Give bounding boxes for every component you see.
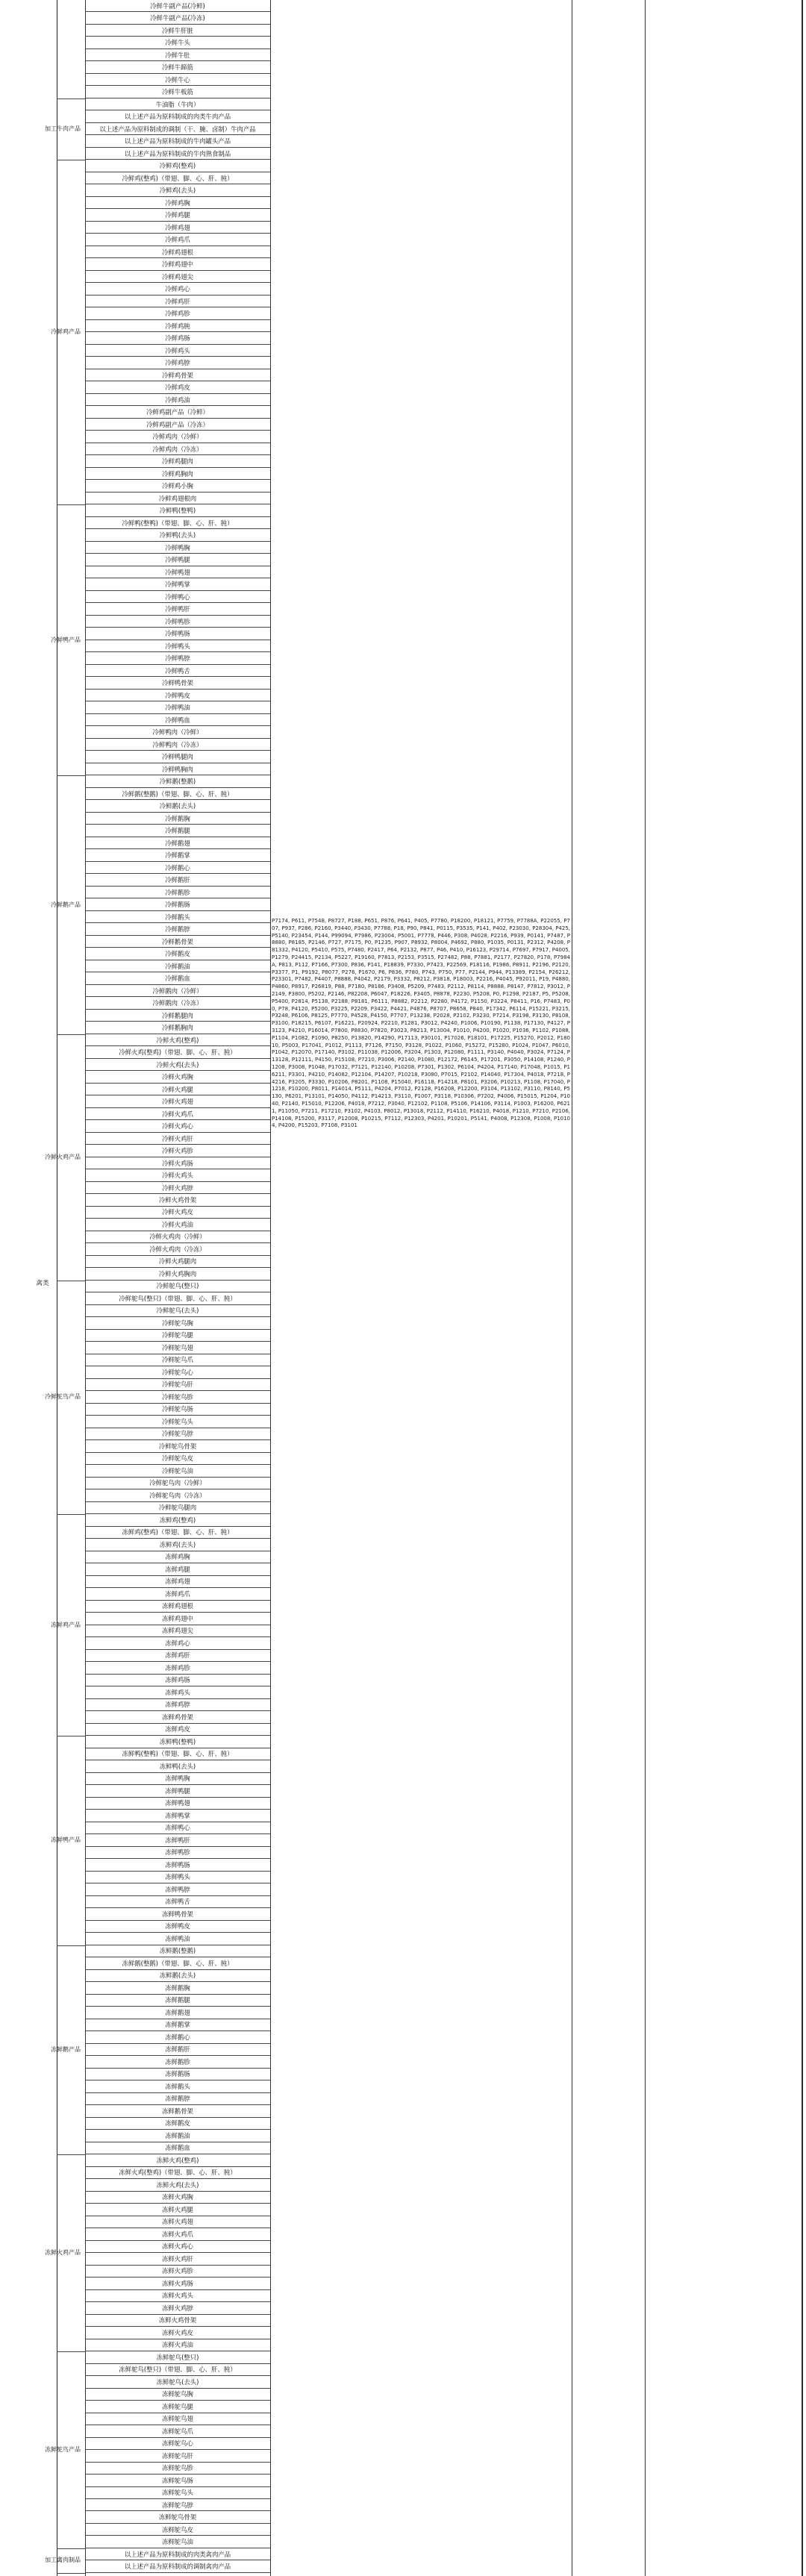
table-row: 冻鲜鸵鸟胸 [85,2389,270,2401]
table-row: 冻鲜鸭骨架 [85,1908,270,1920]
group-label: 冻鲜鹅产品 [51,2045,81,2053]
table-row: 冷鲜鸭脖 [85,652,270,664]
table-row: 冷鲜火鸡肉（冷鲜） [85,1231,270,1243]
table-row: 冷鲜鹅肉（冷冻） [85,997,270,1009]
table-row: 冻鲜鸭头 [85,1872,270,1883]
table-row: 冷鲜火鸡胸肉 [85,1268,270,1280]
table-row: 冷鲜鸵鸟爪 [85,1354,270,1366]
table-row: 冷鲜鸵鸟腿 [85,1330,270,1342]
table-row: 冷鲜鸡腿 [85,209,270,221]
table-row: 冷鲜鸭掌 [85,578,270,590]
table-row: 冷鲜鸡肉（冷鲜） [85,431,270,443]
table-row: 冷鲜鸡翅根肉 [85,493,270,504]
table-row: 冻鲜鸡(去头) [85,1539,270,1551]
table-row: 冷鲜牛头 [85,37,270,49]
table-row: 冻鲜鸡心 [85,1637,270,1649]
group-label: 冻鲜鸡产品 [51,1621,81,1628]
table-row: 冻鲜鸵鸟腿 [85,2401,270,2413]
group-label: 加工牛肉产品 [45,125,81,133]
table-row: 冻鲜鸭油 [85,1933,270,1945]
table-row: 冷鲜鹅(整鹅)（带翅、脚、心、肝、肫） [85,788,270,800]
table-row: 冷鲜鸡翅根 [85,246,270,258]
table-row: 冻鲜火鸡(整鸡) [85,2154,270,2166]
table-row: 冷鲜火鸡肉（冷冻） [85,1243,270,1255]
table-row: 冷鲜鸡胸肉 [85,468,270,480]
table-row: 冻鲜鸭脖 [85,1883,270,1895]
table-row: 冻鲜鹅骨架 [85,2105,270,2117]
table-row: 冷鲜火鸡骨架 [85,1194,270,1206]
table-row: 冷鲜鹅腿 [85,825,270,837]
table-row: 冷鲜鹅油 [85,960,270,972]
table-row: 冷鲜鸭舌 [85,665,270,677]
table-row: 冻鲜鸭心 [85,1822,270,1834]
table-row: 冷鲜火鸡翅 [85,1095,270,1107]
table-row: 冻鲜鸡(整鸡)（带翅、脚、心、肝、肫） [85,1527,270,1539]
table-row: 冻鲜鸡骨架 [85,1711,270,1723]
table-row: 冷鲜鹅心 [85,862,270,874]
table-row: 冷鲜鸡(整鸡) [85,160,270,172]
table-row: 冷鲜鸡头 [85,345,270,357]
table-row: 冷鲜火鸡(整鸡) [85,1034,270,1046]
table-row: 冻鲜鹅肝 [85,2044,270,2056]
table-row: 冷鲜鸭肉（冷鲜） [85,726,270,738]
table-row: 冻鲜鸵鸟心 [85,2438,270,2450]
table-row: 冻鲜火鸡头 [85,2290,270,2302]
table-row: 冻鲜鸵鸟皮 [85,2524,270,2536]
table-row: 冻鲜鸡翅 [85,1576,270,1588]
table-row: 冻鲜鸡胸 [85,1551,270,1563]
table-row: 冻鲜鸭腿 [85,1785,270,1797]
group-label: 冻鲜鸭产品 [51,1836,81,1844]
table-row: 冷鲜鸭(整鸭) [85,504,270,516]
table-row: 冷鲜鸭皮 [85,690,270,701]
table-row: 冻鲜鹅胗 [85,2056,270,2068]
group-label: 冻鲜鸵鸟产品 [45,2446,81,2453]
table-row: 冷鲜鸭头 [85,640,270,652]
group-separator [57,2573,85,2574]
table-row: 冻鲜火鸡肠 [85,2278,270,2289]
table-row: 冷鲜鸡(去头) [85,184,270,196]
table-row: 冻鲜鸵鸟胗 [85,2463,270,2475]
table-row: 冻鲜鹅头 [85,2081,270,2092]
table-row: 冷鲜鸵鸟脖 [85,1428,270,1440]
table-row: 冻鲜火鸡油 [85,2339,270,2351]
table-row: 冻鲜鸡肠 [85,1675,270,1686]
table-row: 冷鲜鸵鸟(整只)（带翅、脚、心、肝、肫） [85,1292,270,1304]
table-row: 冷鲜鸭肠 [85,628,270,640]
group-label: 冻鲜火鸡产品 [45,2249,81,2257]
table-row: 冻鲜鸭(整鸭)（带翅、脚、心、肝、肫） [85,1748,270,1760]
table-row: 冷鲜鸵鸟(去头) [85,1305,270,1317]
group-label: 冷鲜鸭产品 [51,636,81,643]
table-row: 冷鲜火鸡腿肉 [85,1256,270,1268]
table-row: 冷鲜牛肚 [85,49,270,61]
table-row: 冷鲜鸡胗 [85,307,270,319]
table-row: 以上述产品为原料制成的牛肉罐头产品 [85,135,270,147]
table-row: 冷鲜鸭翅 [85,566,270,578]
table-row: 冷鲜鸵鸟(整只) [85,1281,270,1292]
table-row: 冻鲜鸭胸 [85,1773,270,1785]
table-row: 冷鲜鸡心 [85,283,270,295]
table-row: 冻鲜鸵鸟(整只)（带翅、脚、心、肝、肫） [85,2364,270,2376]
table-row: 冷鲜牛心 [85,74,270,86]
table-row: 冷鲜鸭油 [85,701,270,713]
table-row: 牛油脂（牛肉） [85,99,270,110]
table-row: 冷鲜鹅腿肉 [85,1010,270,1022]
table-row: 冷鲜鸡副产品（冷鲜） [85,406,270,418]
col-divider-4 [645,0,646,2576]
table-row: 冻鲜鸡头 [85,1686,270,1698]
table-row: 冷鲜牛蹄筋 [85,61,270,73]
group-label: 冷鲜鹅产品 [51,901,81,908]
table-row: 以上述产品为原料制成的调制禽肉产品 [85,2561,270,2573]
table-row: 冷鲜鸭(整鸭)（带翅、脚、心、肝、肫） [85,517,270,529]
table-row: 冷鲜鸭肉（冷冻） [85,739,270,751]
table-row: 冻鲜鸵鸟油 [85,2536,270,2548]
table-row: 冷鲜火鸡腿 [85,1084,270,1095]
table-row: 冻鲜鹅(去头) [85,1970,270,1982]
table-row: 冻鲜鸵鸟头 [85,2487,270,2499]
table-row: 冻鲜火鸡胗 [85,2266,270,2278]
table-row: 冻鲜火鸡肝 [85,2253,270,2265]
table-row: 冷鲜鸭胸肉 [85,763,270,775]
table-row: 冷鲜鹅头 [85,911,270,923]
table-row: 冷鲜鸡肠 [85,332,270,344]
table-row: 以上述产品为原料制成的调制（干、腌、卤制）牛肉产品 [85,123,270,135]
table-row: 冷鲜鸡骨架 [85,369,270,381]
table-row: 冻鲜火鸡心 [85,2241,270,2253]
table-row: 冷鲜鸡皮 [85,381,270,393]
table-row: 冻鲜鹅翅 [85,2007,270,2019]
table-row: 冻鲜鸭胗 [85,1847,270,1859]
table-row: 冻鲜鸭掌 [85,1810,270,1822]
table-row: 冻鲜火鸡(去头) [85,2179,270,2191]
table-row: 冷鲜鸭腿 [85,554,270,566]
col-divider-2 [270,0,271,2576]
table-row: 冷鲜火鸡皮 [85,1207,270,1219]
table-row: 冷鲜鸭血 [85,714,270,726]
table-row: 冷鲜鹅肝 [85,874,270,886]
table-row: 冷鲜火鸡油 [85,1219,270,1231]
table-row: 冷鲜鸵鸟骨架 [85,1440,270,1452]
table-row: 冻鲜鸡皮 [85,1724,270,1736]
table-row: 冷鲜鸡翅 [85,222,270,234]
table-row: 冻鲜鹅血 [85,2142,270,2154]
table-row: 冷鲜鸡脖 [85,357,270,369]
table-row: 冷鲜火鸡爪 [85,1108,270,1120]
table-row: 冷鲜火鸡头 [85,1169,270,1181]
table-row: 冷鲜鹅(整鹅) [85,775,270,787]
table-row: 冷鲜鸵鸟肉（冷鲜） [85,1478,270,1489]
certificate-code-list: P7174, P611, P7548, P8727, P188, P651, P876, P641, P405, P7780, P18200, P18121, P7759, P7788A, P22055, P707, P937, P286, P2160, P3440, P3430, P7788, P18, P90, P841, P0115, P3535, P141, P402, P23030, P28304, P425, P5140, P23454, P144, P99094, P7986, P23004, P5001, P7778, P446, P308, P4028, P2216, P939, P0141, P7487, P8880, P8185, P2146, P727, P7175, P0, P1235, P907, P8932, P8004, P4692, P880, P1035, P0131, P2312, P4208, P81332, P4120, P5410, P575, P7480, P2417, P64, P2132, P877, P46, P410, P16123, P29714, P7697, P7917, P4005, P1279, P24415, P2134, P5227, P19160, P7813, P2153, P3515, P27482, P88, P7881, P2177, P27820, P178, P7984A, P813, P112, P7166, P7300, P836, P141, P18839, P7330, P7423, P22569, P18116, P1986, P8911, P2196, P2120, P3377, P1, P9192, P8077, P276, P1670, P6, P836, P780, P743, P750, P77, P2144, P944, P13389, P2154, P26212, P23301, P7482, P4407, P8888, P4042, P2179, P3332, P8212, P3818, P18003, P2216, P4045, P92011, P19, P4880, P4860, P8917, P26819, P88, P7180, P8186, P3408, P5209, P7483, P2112, P8114, P8888, P8147, P7812, P3012, P2149, P3800, P5202, P2146, P82208, P6047, P18226, P3405, P8878, P2230, P5208, P0, P1298, P2187, P5, P5208, P5400, P2814, P5138, P2188, P8181, P6111, P8882, P2212, P2280, P4172, P1150, P3224, P8411, P16, P7483, P00, P78, P4120, P5200, P3225, P2209, P3422, P4421, P4876, P8707, P8658, P840, P17342, P6114, P15221, P3215, P3248, P6106, P8125, P7770, P4528, P4150, P7707, P13238, P2028, P2102, P3230, P7214, P3198, P3130, P8108, P3100, P18215, P6107, P16221, P20924, P2210, P1281, P3012, P4240, P1006, P10190, P1138, P17130, P4127, P3123, P4210, P16014, P7800, P8830, P7820, P3023, P8213, P13004, P1010, P4200, P1020, P1036, P1102, P1088, P1104, P1082, P1090, P8250, P13820, P14290, P17113, P30101, P17026, P18101, P17225, P15270, P2012, P18010, P5003, P17041, P1012, P1113, P7126, P7150, P3128, P1022, P1060, P15272, P15280, P1024, P1047, P6010, P1042, P12070, P17140, P3102, P11038, P12006, P3204, P1303, P12080, P1111, P3140, P4040, P3024, P7124, P13128, P12111, P4150, P15108, P7210, P3006, P2140, P1080, P12172, P6145, P17201, P3050, P14108, P1240, P1208, P3008, P1048, P17032, P7121, P12140, P10208, P7301, P1302, P6104, P4204, P17140, P17048, P1015, P16211, P3301, P4210, P14082, P12104, P14207, P10218, P3080, P7015, P2102, P14040, P17304, P4018, P7218, P4216, P3205, P3330, P10206, P8201, P1108, P15040, P16118, P14218, P8101, P3206, P10213, P1108, P17040, P1218, P10200, P8011, P14014, P5111, P4204, P7012, P2128, P16208, P12200, P3104, P13102, P3110, P8140, P5130, P6201, P13101, P14050, P4112, P14213, P3110, P1007, P3118, P10306, P7202, P4006, P15015, P1204, P1040, P2140, P15010, P12206, P4018, P7212, P3040, P12102, P1108, P5106, P14106, P3114, P1003, P16200, P6211, P11050, P7211, P17210, P3102, P4103, P8012, P13018, P2112, P14110, P16210, P4018, P1210, P7210, P2106, P14108, P15200, P3117, P12008, P10215, P7112, P12303, P4201, P10201, P5141, P4008, P12308, P1008, P10104, P4200, P15203, P7108, P3101 [272,918,570,1129]
table-row: 冻鲜鸵鸟爪 [85,2425,270,2437]
table-row: 冻鲜鸡胗 [85,1662,270,1674]
table-row: 冻鲜鸡爪 [85,1588,270,1600]
table-row: 冷鲜鸡肫 [85,320,270,332]
table-row: 冻鲜鸭肝 [85,1834,270,1846]
table-row: 冷鲜火鸡肝 [85,1133,270,1145]
table-row: 冻鲜鸵鸟翅 [85,2413,270,2425]
table-row: 冷鲜鸵鸟皮 [85,1453,270,1465]
table-row: 冻鲜鸭(整鸭) [85,1736,270,1748]
table-row: 冻鲜鹅心 [85,2031,270,2043]
table-row: 冻鲜鸡(整鸡) [85,1514,270,1526]
table-row: 冻鲜鹅掌 [85,2019,270,2031]
table-row: 冻鲜鸵鸟骨架 [85,2512,270,2524]
table-row: 冻鲜鹅皮 [85,2118,270,2130]
table-row: 冷鲜鸵鸟腿肉 [85,1502,270,1514]
table-row: 冷鲜鹅胗 [85,887,270,898]
table-row: 冷鲜鸡胸 [85,197,270,209]
table-row: 以上述产品为原料制成的牛肉熟食制品 [85,148,270,160]
table-row: 冻鲜鸡脖 [85,1699,270,1711]
table-row: 冷鲜鸵鸟头 [85,1416,270,1428]
table-row: 以上述产品为原料制成的肉类禽肉产品 [85,2548,270,2560]
table-row: 冻鲜鸵鸟(去头) [85,2376,270,2388]
table-row: 冷鲜鸵鸟油 [85,1465,270,1477]
table-row: 以上述产品为原料制成的肉类牛肉产品 [85,110,270,122]
table-row: 冷鲜火鸡胗 [85,1145,270,1157]
table-row: 冻鲜鹅肠 [85,2069,270,2081]
table-row: 冷鲜鹅皮 [85,948,270,960]
table-row: 冷鲜火鸡脖 [85,1182,270,1194]
table-row: 冷鲜鸭骨架 [85,677,270,689]
table-row: 冻鲜鸭皮 [85,1921,270,1933]
table-row: 冻鲜鹅油 [85,2130,270,2142]
table-row: 冻鲜火鸡皮 [85,2327,270,2339]
table-row: 冻鲜鸡肝 [85,1650,270,1662]
table-row: 冷鲜鹅脖 [85,923,270,935]
table-row: 冻鲜鸭(去头) [85,1760,270,1772]
table-row: 冷鲜鸡(整鸡)（带翅、脚、心、肝、肫） [85,172,270,184]
table-row: 冷鲜火鸡肠 [85,1157,270,1169]
group-label: 冷鲜火鸡产品 [45,1153,81,1160]
table-row: 冻鲜火鸡腿 [85,2204,270,2216]
table-row: 冷鲜鸭胗 [85,616,270,628]
table-row: 冷鲜鸡爪 [85,234,270,246]
table-row: 冷鲜鸭胸 [85,542,270,554]
table-row: 冻鲜鸵鸟脖 [85,2499,270,2511]
table-row: 冻鲜鹅胸 [85,1982,270,1994]
group-label: 冷鲜鸵鸟产品 [45,1393,81,1401]
table-row: 冷鲜鹅骨架 [85,936,270,948]
table-row: 冷鲜鸭腿肉 [85,751,270,763]
table-row: 冷鲜鸵鸟翅 [85,1342,270,1354]
table-row: 冻鲜鹅(整鹅) [85,1945,270,1957]
table-row: 冷鲜鹅肉（冷鲜） [85,985,270,997]
table-row: 冻鲜火鸡(整鸡)（带翅、脚、心、肝、肫） [85,2167,270,2179]
table-row: 冷鲜鸵鸟肉（冷冻） [85,1489,270,1501]
table-row: 冷鲜鸡副产品（冷冻） [85,419,270,431]
table-row: 冻鲜鸡翅根 [85,1601,270,1613]
table-row: 冷鲜鸡翅中 [85,258,270,270]
table-row: 冷鲜火鸡(去头) [85,1059,270,1071]
table-row: 冷鲜鸵鸟肝 [85,1379,270,1391]
table-row: 冷鲜鸭肝 [85,603,270,615]
table-row: 冻鲜鸵鸟肠 [85,2475,270,2486]
table-row: 冷鲜牛副产品(冷鲜) [85,0,270,12]
table-row: 冷鲜鸡小胸 [85,480,270,492]
table-row: 冷鲜鹅掌 [85,849,270,861]
table-row: 冷鲜鹅胸肉 [85,1022,270,1034]
table-row: 冷鲜牛板筋 [85,86,270,98]
table-row: 冷鲜鸵鸟胗 [85,1391,270,1403]
table-row: 冻鲜火鸡爪 [85,2228,270,2240]
table-row: 冷鲜鹅血 [85,972,270,984]
table-row: 冻鲜鸭翅 [85,1798,270,1810]
table-row: 冻鲜鸭肠 [85,1859,270,1871]
table-row: 冻鲜火鸡胸 [85,2192,270,2204]
table-row: 冻鲜火鸡脖 [85,2302,270,2314]
table-row: 冷鲜鸵鸟胸 [85,1317,270,1329]
table-row: 冷鲜鹅(去头) [85,800,270,812]
table-row: 冷鲜鸵鸟心 [85,1366,270,1378]
table-row: 冷鲜鹅胸 [85,813,270,825]
table-row: 冷鲜鹅翅 [85,837,270,849]
table-row: 冷鲜鸡油 [85,394,270,406]
table-row: 冻鲜鸡翅尖 [85,1625,270,1637]
table-row: 冻鲜火鸡骨架 [85,2315,270,2327]
table-row: 冻鲜火鸡翅 [85,2216,270,2228]
table-row: 冷鲜火鸡(整鸡)（带翅、脚、心、肝、肫） [85,1046,270,1058]
table-row: 冻鲜鹅脖 [85,2093,270,2105]
table-row: 冷鲜鸡肉（冷冻） [85,443,270,455]
table-row: 冻鲜鸭舌 [85,1896,270,1908]
table-row: 冷鲜牛肝脏 [85,25,270,37]
category-label: 禽类 [36,1280,49,1287]
table-row: 冷鲜火鸡胸 [85,1071,270,1083]
table-row: 冷鲜鸡翅尖 [85,271,270,283]
table-row: 冻鲜鸵鸟(整只) [85,2351,270,2363]
table-row: 冷鲜鸡腿肉 [85,455,270,467]
table-row: 冷鲜鸭(去头) [85,529,270,541]
table-row: 冻鲜鹅(整鹅)（带翅、脚、心、肝、肫） [85,1957,270,1969]
group-label: 冷鲜鸡产品 [51,328,81,336]
table-row: 冷鲜火鸡心 [85,1120,270,1132]
table-row: 冷鲜鸡肝 [85,296,270,307]
table-row: 冷鲜牛副产品(冷冻) [85,12,270,24]
table-row: 冷鲜鹅肠 [85,898,270,910]
group-label: 加工禽肉制品 [45,2557,81,2564]
table-row: 冻鲜鸡翅中 [85,1613,270,1625]
table-row: 冻鲜鸡腿 [85,1563,270,1575]
table-row: 冷鲜鸵鸟肠 [85,1404,270,1416]
table-row: 冷鲜鸭心 [85,591,270,603]
table-row: 冻鲜鸵鸟肝 [85,2450,270,2462]
table-row: 冻鲜鹅腿 [85,1995,270,2007]
